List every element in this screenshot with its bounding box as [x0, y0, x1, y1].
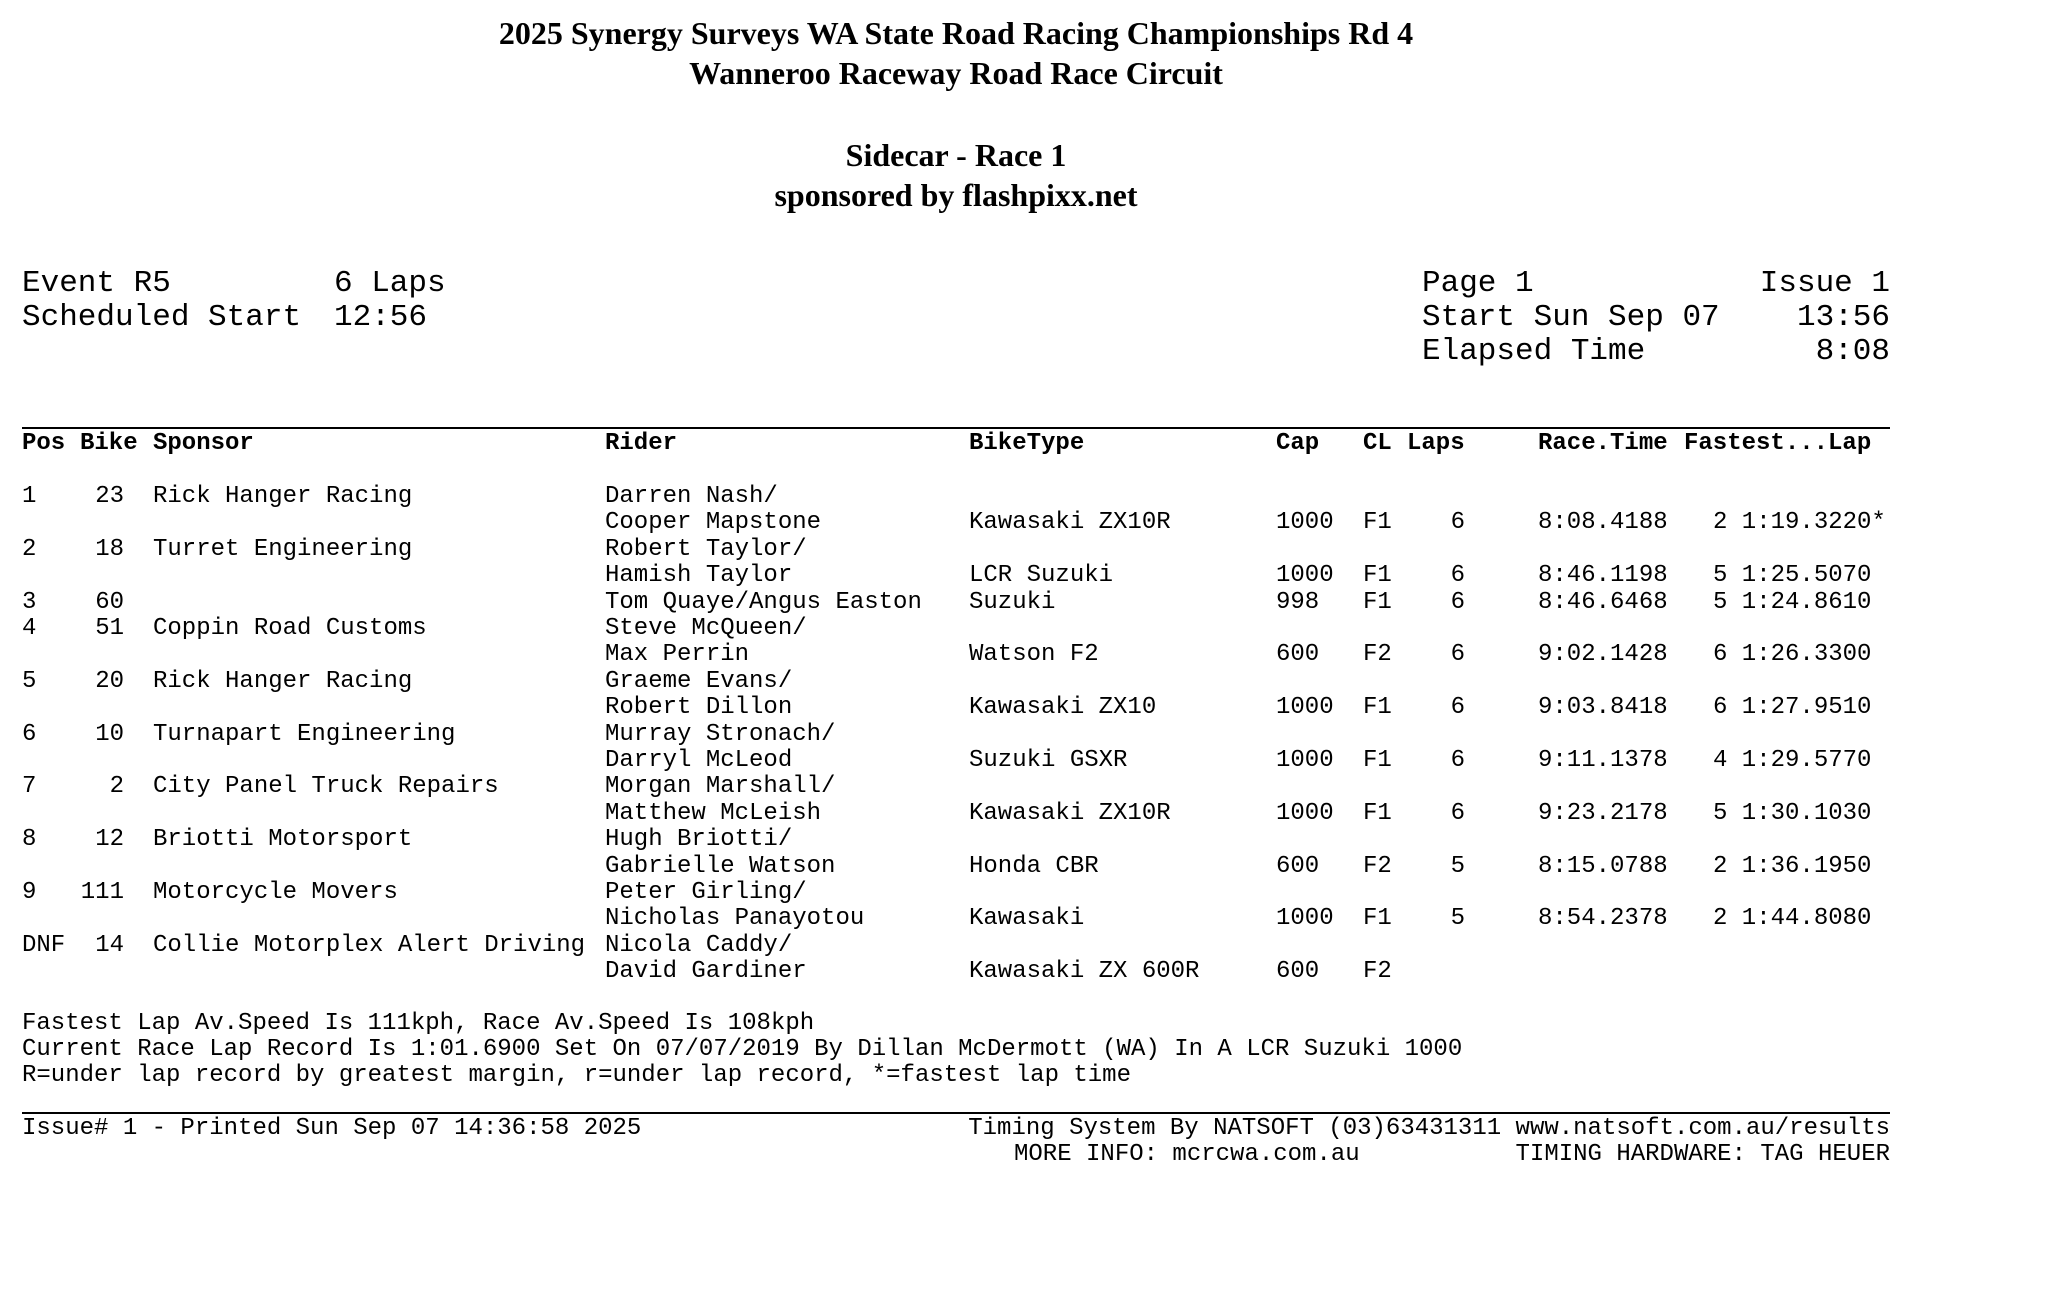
result-sponsor: Motorcycle Movers [153, 879, 398, 906]
result-cap: 1000 [1276, 509, 1334, 537]
event-laps: 6 Laps [334, 266, 446, 301]
result-laps: 6 [1450, 588, 1465, 616]
result-rider: Max Perrin [605, 641, 750, 669]
result-bike: 20 [95, 667, 124, 695]
result-race-time: 9:02.1428 [1538, 641, 1668, 669]
result-cap: 600 [1276, 958, 1320, 986]
timing-system-info: Timing System By NATSOFT (03)63431311 www.natsoft.com.au/results [968, 1115, 1890, 1142]
result-rider: Steve McQueen/ [605, 615, 807, 642]
result-cap: 1000 [1276, 799, 1334, 827]
result-cap: 998 [1276, 588, 1320, 616]
result-sponsor: Rick Hanger Racing [153, 483, 413, 510]
result-biketype: LCR Suzuki [969, 562, 1114, 590]
result-biketype: Watson F2 [969, 641, 1099, 669]
col-header-pos: Pos [22, 430, 66, 457]
result-bike: 111 [80, 879, 124, 906]
elapsed-time-label: Elapsed Time [1422, 334, 1646, 369]
result-class: F1 [1363, 747, 1392, 774]
result-race-time: 8:54.2378 [1538, 905, 1668, 933]
result-cap: 1000 [1276, 747, 1334, 774]
result-bike: 60 [95, 588, 124, 616]
result-biketype: Honda CBR [969, 852, 1099, 880]
result-fastest-lap: 6 1:26.3300 [1713, 641, 1872, 669]
result-fastest-lap: 4 1:29.5770 [1713, 747, 1872, 774]
result-fastest-lap: 6 1:27.9510 [1713, 694, 1872, 722]
result-pos: 4 [22, 615, 37, 642]
result-pos: 2 [22, 535, 37, 563]
result-laps: 6 [1450, 509, 1465, 537]
race-name: Sidecar - Race 1 [845, 137, 1067, 173]
result-cap: 600 [1276, 641, 1320, 669]
result-class: F1 [1363, 694, 1392, 722]
col-header-fastest-lap: Fastest...Lap [1684, 430, 1872, 457]
result-rider: Darryl McLeod [605, 747, 793, 774]
result-rider: Murray Stronach/ [605, 720, 836, 748]
issue-number: Issue 1 [1759, 266, 1890, 301]
lap-record-note: Current Race Lap Record Is 1:01.6900 Set On 07/07/2019 By Dillan McDermott (WA) In A LCR Suzuki 1000 [22, 1036, 1463, 1063]
legend-note: R=under lap record by greatest margin, r=under lap record, *=fastest lap time [22, 1062, 1131, 1089]
page-number: Page 1 [1422, 266, 1534, 301]
result-rider: Robert Taylor/ [605, 535, 807, 563]
result-fastest-lap: 5 1:24.8610 [1713, 588, 1872, 616]
result-bike: 51 [95, 615, 124, 642]
result-rider: Hamish Taylor [605, 562, 793, 590]
result-class: F1 [1363, 799, 1392, 827]
result-pos: 3 [22, 588, 37, 616]
event-number: Event R5 [22, 266, 171, 301]
result-rider: Cooper Mapstone [605, 509, 822, 537]
result-bike: 2 [109, 773, 124, 801]
result-biketype: Suzuki GSXR [969, 747, 1128, 774]
more-info: MORE INFO: mcrcwa.com.au [1014, 1141, 1360, 1168]
result-sponsor: Turret Engineering [153, 535, 413, 563]
result-cap: 600 [1276, 852, 1320, 880]
result-sponsor: Collie Motorplex Alert Driving [153, 931, 586, 959]
result-bike: 10 [95, 720, 124, 748]
result-biketype: Kawasaki [969, 905, 1085, 933]
result-cap: 1000 [1276, 694, 1334, 722]
result-race-time: 8:08.4188 [1538, 509, 1668, 537]
result-race-time: 9:11.1378 [1538, 747, 1668, 774]
result-cap: 1000 [1276, 562, 1334, 590]
result-fastest-lap: 5 1:25.5070 [1713, 562, 1872, 590]
result-bike: 12 [95, 826, 124, 854]
result-biketype: Kawasaki ZX10R [969, 509, 1171, 537]
result-pos: 7 [22, 773, 37, 801]
result-fastest-lap: 2 1:36.1950 [1713, 852, 1872, 880]
result-laps: 6 [1450, 562, 1465, 590]
result-pos: 1 [22, 483, 37, 510]
result-race-time: 8:15.0788 [1538, 852, 1668, 880]
col-header-racetime: Race.Time [1538, 430, 1668, 457]
result-race-time: 8:46.6468 [1538, 588, 1668, 616]
start-time: 13:56 [1796, 300, 1890, 335]
result-sponsor: Rick Hanger Racing [153, 667, 413, 695]
result-class: F1 [1363, 905, 1392, 933]
result-biketype: Suzuki [969, 588, 1056, 616]
result-bike: 14 [95, 931, 124, 959]
result-bike: 18 [95, 535, 124, 563]
result-rider: Gabrielle Watson [605, 852, 836, 880]
result-rider: Darren Nash/ [605, 483, 778, 510]
result-sponsor: City Panel Truck Repairs [153, 773, 499, 801]
result-class: F2 [1363, 641, 1392, 669]
col-header-sponsor: Sponsor [153, 430, 254, 457]
result-laps: 6 [1450, 799, 1465, 827]
speed-note: Fastest Lap Av.Speed Is 111kph, Race Av.Speed Is 108kph [22, 1010, 815, 1037]
result-rider: Graeme Evans/ [605, 667, 793, 695]
result-class: F1 [1363, 588, 1392, 616]
result-rider: Peter Girling/ [605, 879, 807, 906]
result-biketype: Kawasaki ZX10R [969, 799, 1171, 827]
col-header-laps: Laps [1407, 430, 1465, 457]
result-rider: David Gardiner [605, 958, 807, 986]
result-sponsor: Turnapart Engineering [153, 720, 456, 748]
result-biketype: Kawasaki ZX 600R [969, 958, 1200, 986]
result-fastest-lap: 2 1:19.3220* [1713, 509, 1886, 537]
result-cap: 1000 [1276, 905, 1334, 933]
result-class: F2 [1363, 852, 1392, 880]
result-sponsor: Coppin Road Customs [153, 615, 427, 642]
col-header-rider: Rider [605, 430, 678, 457]
result-rider: Robert Dillon [605, 694, 793, 722]
result-biketype: Kawasaki ZX10 [969, 694, 1157, 722]
result-rider: Tom Quaye/Angus Easton [605, 588, 922, 616]
result-pos: DNF [22, 931, 66, 959]
result-rider: Matthew McLeish [605, 799, 822, 827]
result-rider: Morgan Marshall/ [605, 773, 836, 801]
col-header-bike: Bike [80, 430, 138, 457]
result-class: F1 [1363, 562, 1392, 590]
result-laps: 5 [1450, 905, 1465, 933]
start-date-label: Start Sun Sep 07 [1422, 300, 1720, 335]
result-pos: 5 [22, 667, 37, 695]
result-fastest-lap: 5 1:30.1030 [1713, 799, 1872, 827]
footer-divider [22, 1112, 1890, 1114]
championship-title: 2025 Synergy Surveys WA State Road Racing Championships Rd 4 [498, 15, 1414, 51]
result-laps: 6 [1450, 747, 1465, 774]
col-header-cap: Cap [1276, 430, 1320, 457]
circuit-title: Wanneroo Raceway Road Race Circuit [689, 55, 1223, 91]
result-rider: Hugh Briotti/ [605, 826, 793, 854]
result-race-time: 9:23.2178 [1538, 799, 1668, 827]
result-pos: 8 [22, 826, 37, 854]
result-pos: 9 [22, 879, 37, 906]
result-laps: 6 [1450, 694, 1465, 722]
result-rider: Nicola Caddy/ [605, 931, 793, 959]
race-sponsor-line: sponsored by flashpixx.net [774, 177, 1138, 213]
result-sponsor: Briotti Motorsport [153, 826, 413, 854]
result-class: F1 [1363, 509, 1392, 537]
result-laps: 5 [1450, 852, 1465, 880]
elapsed-time: 8:08 [1815, 334, 1890, 369]
col-header-biketype: BikeType [969, 430, 1085, 457]
result-pos: 6 [22, 720, 37, 748]
col-header-cl: CL [1363, 430, 1392, 457]
result-fastest-lap: 2 1:44.8080 [1713, 905, 1872, 933]
printed-info: Issue# 1 - Printed Sun Sep 07 14:36:58 2025 [22, 1115, 642, 1142]
result-bike: 23 [95, 483, 124, 510]
scheduled-start-time: 12:56 [334, 300, 428, 335]
result-laps: 6 [1450, 641, 1465, 669]
result-rider: Nicholas Panayotou [605, 905, 865, 933]
timing-hardware-info: TIMING HARDWARE: TAG HEUER [1515, 1141, 1890, 1168]
header-divider [22, 427, 1890, 429]
result-race-time: 9:03.8418 [1538, 694, 1668, 722]
result-class: F2 [1363, 958, 1392, 986]
result-race-time: 8:46.1198 [1538, 562, 1668, 590]
scheduled-start-label: Scheduled Start [22, 300, 302, 335]
